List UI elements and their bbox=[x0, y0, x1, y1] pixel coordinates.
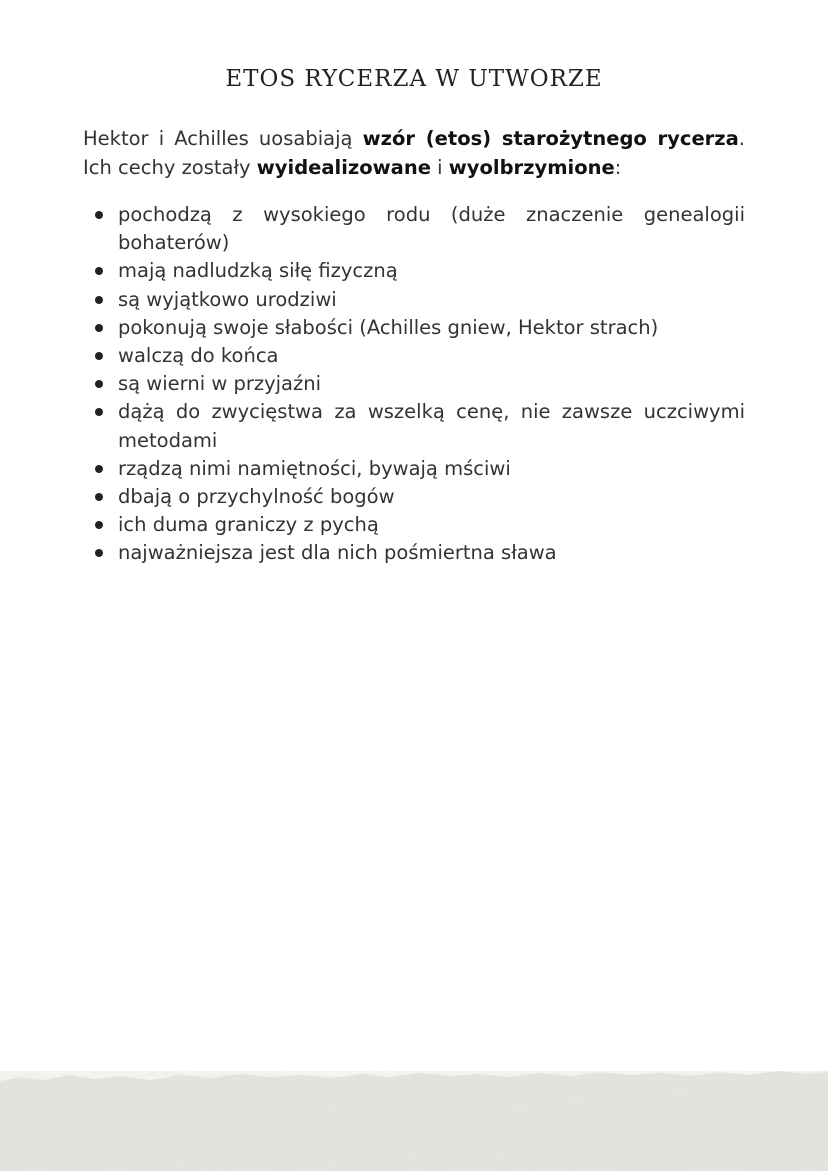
bullet-icon bbox=[95, 465, 103, 473]
list-item-text: pokonują swoje słabości (Achilles gniew, Hektor strach) bbox=[118, 315, 659, 339]
bullet-icon bbox=[95, 521, 103, 529]
list-item-text: mają nadludzką siłę fizyczną bbox=[118, 259, 398, 283]
list-item bbox=[83, 370, 745, 398]
bullet-icon bbox=[95, 549, 103, 557]
list-item bbox=[83, 286, 745, 314]
paper-texture-strip bbox=[0, 1063, 828, 1171]
list-item bbox=[83, 201, 745, 257]
list-item-text: walczą do końca bbox=[118, 344, 279, 368]
intro-text-4: : bbox=[614, 156, 622, 179]
intro-bold-1: wzór (etos) starożytnego rycerza bbox=[362, 127, 739, 150]
list-item bbox=[83, 483, 745, 511]
list-item bbox=[83, 342, 745, 370]
list-item bbox=[83, 455, 745, 483]
list-item-text: rządzą nimi namiętności, bywają mściwi bbox=[118, 456, 511, 480]
intro-text-3: i bbox=[430, 156, 449, 179]
bullet-icon bbox=[95, 296, 103, 304]
list-item-text: są wierni w przyjaźni bbox=[118, 372, 322, 396]
list-item-text: są wyjątkowo urodziwi bbox=[118, 287, 337, 311]
page-title: ETOS RYCERZA W UTWORZE bbox=[225, 66, 603, 92]
list-item-text: dążą do zwycięstwa za wszelką cenę, nie zawsze uczciwymi metodami bbox=[118, 400, 745, 452]
list-item-text: dbają o przychylność bogów bbox=[118, 485, 395, 509]
list-item-text: pochodzą z wysokiego rodu (duże znaczenie genealogii bohaterów) bbox=[118, 203, 745, 255]
intro-text-2: . Ich cechy zostały bbox=[83, 127, 745, 179]
paper-texture-graphic bbox=[0, 1063, 828, 1171]
list-item-text: ich duma graniczy z pychą bbox=[118, 513, 379, 537]
list-item bbox=[83, 257, 745, 285]
traits-list bbox=[83, 201, 745, 568]
intro-bold-2: wyidealizowane bbox=[256, 156, 431, 179]
bullet-icon bbox=[95, 324, 103, 332]
list-item bbox=[83, 398, 745, 454]
bullet-icon bbox=[95, 267, 103, 275]
list-item bbox=[83, 539, 745, 567]
list-item bbox=[83, 314, 745, 342]
bullet-icon bbox=[95, 211, 103, 219]
intro-bold-3: wyolbrzymione bbox=[448, 156, 615, 179]
intro-paragraph bbox=[83, 124, 745, 182]
bullet-icon bbox=[95, 380, 103, 388]
bullet-icon bbox=[95, 408, 103, 416]
bullet-icon bbox=[95, 493, 103, 501]
bullet-icon bbox=[95, 352, 103, 360]
list-item-text: najważniejsza jest dla nich pośmiertna sława bbox=[118, 541, 557, 565]
intro-text-1: Hektor i Achilles uosabiają bbox=[83, 127, 363, 150]
list-item bbox=[83, 511, 745, 539]
